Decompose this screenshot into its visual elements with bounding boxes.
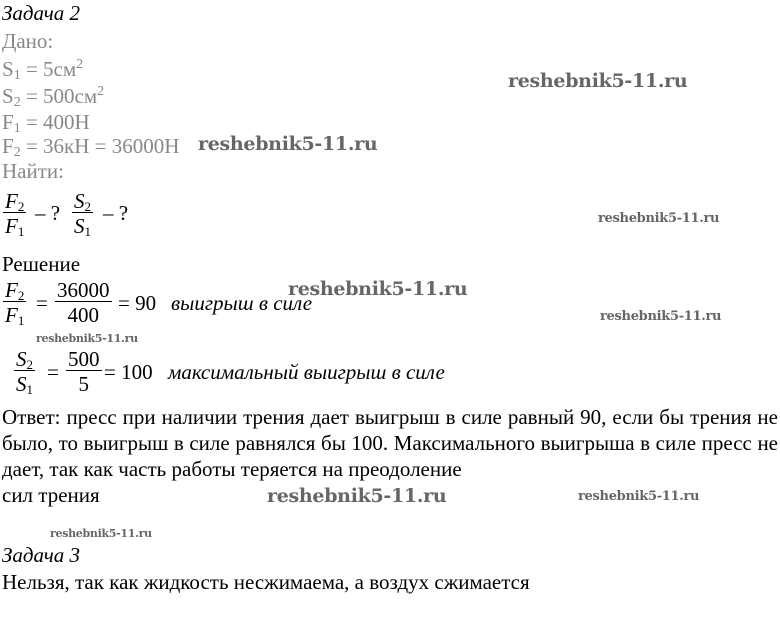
find-op1: – ?	[35, 201, 61, 225]
eq1-eq-sign: =	[36, 291, 48, 315]
watermark: reshebnik5-11.ru	[198, 133, 378, 155]
watermark: reshebnik5-11.ru	[600, 309, 722, 324]
watermark: reshebnik5-11.ru	[508, 70, 688, 92]
find-s-ratio: $\frac{S_2}{S_1}$	[74, 189, 91, 239]
given-s2: $S_2 = 500см^2$	[2, 84, 105, 110]
given-f1: $F_1 = 400Н$	[2, 110, 90, 136]
watermark: reshebnik5-11.ru	[267, 485, 447, 507]
task3-answer: Нельзя, так как жидкость несжимаема, а воздух сжимается	[2, 570, 530, 594]
watermark: reshebnik5-11.ru	[50, 527, 152, 540]
watermark: reshebnik5-11.ru	[288, 278, 468, 300]
answer-last-line: сил трения	[2, 483, 100, 507]
watermark: reshebnik5-11.ru	[578, 489, 700, 504]
task2-title: Задача 2	[2, 1, 81, 25]
eq2-result: = 100	[104, 360, 153, 384]
eq2-note: максимальный выигрыш в силе	[168, 360, 445, 384]
eq1-fraction: $\frac{36000}{400}$	[57, 278, 110, 327]
solution-label: Решение	[2, 252, 81, 276]
given-f2: $F_2 = 36кН = 36000Н$	[2, 134, 180, 160]
find-op2: – ?	[103, 201, 129, 225]
answer-paragraph: Ответ: пресс при наличии трения дает выигрыш в силе равный 90, если бы трения не было, то выигрыш в силе равнялся бы 100. Максимального выигрыша в силе пресс не дает, так как часть работы теряется на преодоление	[2, 405, 778, 481]
eq2-eq-sign: =	[47, 360, 59, 384]
eq2-fraction: $\frac{500}{5}$	[68, 347, 100, 396]
given-s1: $S_1 = 5см^2$	[2, 57, 84, 83]
eq2-lhs: $\frac{S_2}{S_1}$	[16, 347, 33, 397]
find-f-ratio: $\frac{F_2}{F_1}$	[5, 189, 25, 239]
task3-title: Задача 3	[2, 543, 81, 567]
watermark: reshebnik5-11.ru	[36, 332, 138, 345]
eq1-lhs: $\frac{F_2}{F_1}$	[5, 278, 25, 328]
eq1-result: = 90	[118, 291, 157, 315]
find-label: Найти:	[2, 159, 64, 183]
eq1-note: выигрыш в силе	[171, 291, 313, 315]
watermark: reshebnik5-11.ru	[598, 211, 720, 226]
given-label: Дано:	[2, 29, 54, 53]
